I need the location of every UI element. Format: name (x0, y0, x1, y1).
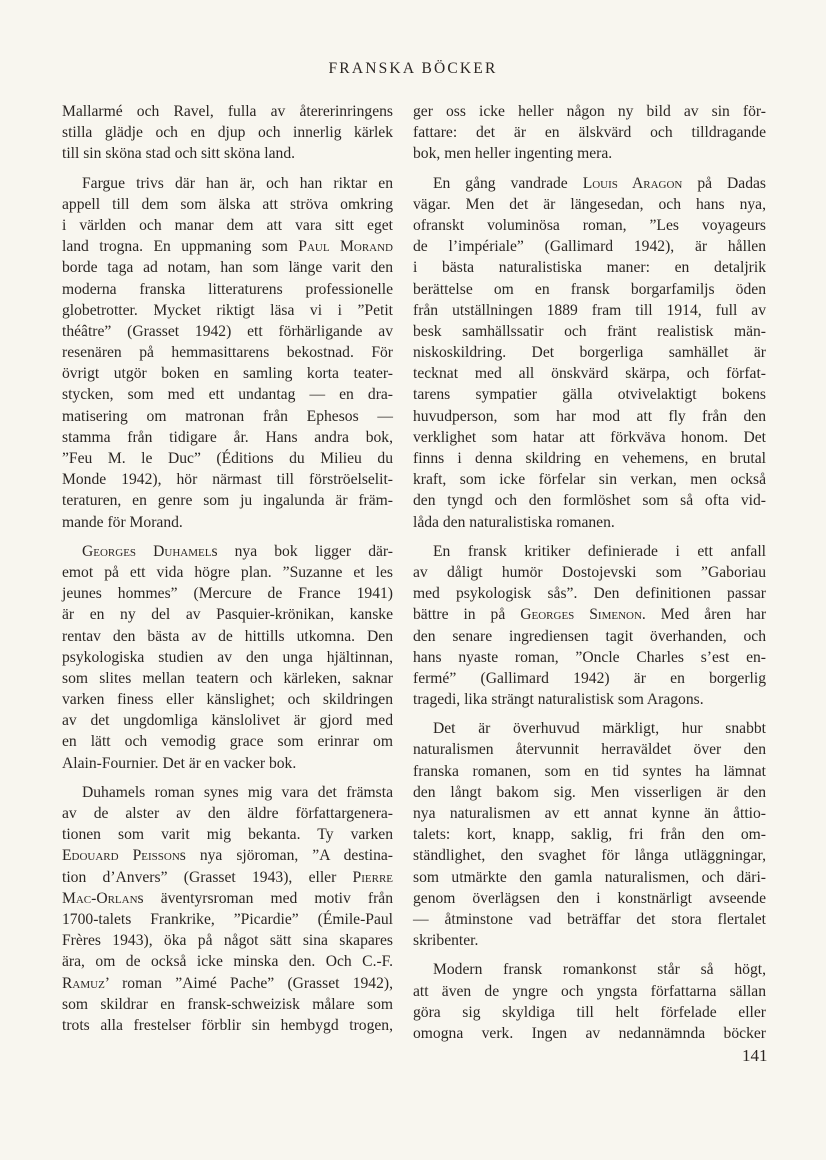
text-line: bättre in på Georges Simenon. Med åren har (413, 606, 767, 624)
text-line: resenären på hemmasittarens bekostnad. För (62, 344, 393, 362)
text-line: bok, men heller ingenting mera. (413, 145, 613, 163)
text-line: omogna verk. Ingen av nedannämnda böcker (413, 1024, 766, 1042)
text-line: Ramuz’ roman ”Aimé Pache” (Grasset 1942), (62, 974, 393, 992)
author-name: Georges Simenon (520, 606, 642, 624)
paragraph (413, 173, 766, 533)
text-line: ständlighet, den svaghet för långa utläggningar, (413, 847, 766, 865)
text-line: de l’impériale” (Gallimard 1942), är hållen (413, 238, 766, 256)
paragraph (413, 101, 766, 165)
paragraph (413, 718, 766, 951)
text-line: göra sig skyldiga till helt förfelade eller (413, 1003, 766, 1021)
text-line: hans nyaste roman, ”Oncle Charles s’est en- (413, 648, 766, 666)
text-line: Mallarmé och Ravel, fulla av återerinringens (62, 103, 393, 120)
text-line: låda den naturalistiska romanen. (413, 513, 615, 531)
text-line: stamma från tidigare år. Hans andra bok, (62, 428, 393, 446)
text-line: finns i denna skildring en vehemens, en brutal (413, 450, 766, 467)
text-line: tion d’Anvers” (Grasset 1943), eller Pierre (62, 868, 393, 886)
page-number: 141 (742, 1046, 768, 1065)
text-line: moderna franska litteraturens professionelle (62, 280, 393, 298)
text-line: Monde 1942), hör närmast till förströelselit- (62, 471, 393, 489)
text-line: emot på ett vida högre plan. ”Suzanne et les (62, 563, 393, 581)
text-line: stilla glädje och en djup och innerlig kärlek (62, 124, 393, 142)
text-line: talets: kort, knapp, saklig, fri från den om- (413, 826, 766, 844)
text-line: Fargue trivs där han är, och han riktar en (82, 174, 393, 192)
text-line: land trogna. En uppmaning som Paul Morand (62, 238, 393, 256)
text-line: den långt bakom sig. Men visserligen är den (413, 783, 766, 801)
text-line: naturalismen återvunnit herraväldet över den (413, 741, 766, 759)
text-line: fermé” (Gallimard 1942) är en borgerlig (413, 669, 766, 687)
text-line: niskoskildring. Det borgerliga samhället är (413, 344, 766, 362)
author-name: Pierre (352, 868, 393, 886)
text-line: som utmärkte den gamla naturalismen, och däri- (413, 868, 766, 886)
text-line: huvudperson, som har mod att fly från den (413, 407, 766, 425)
text-line: med psykologisk sås”. Den definitionen passar (413, 585, 766, 603)
text-line: från utställningen 1889 fram till 1914, full av (413, 301, 766, 319)
text-line: som skildrar en fransk-schweizisk målare som (62, 995, 393, 1013)
text-line: Frères 1943), öka på något sätt sina skapares (62, 932, 393, 950)
text-line: tarens sympatier gälla otvivelaktigt bokens (413, 386, 766, 404)
running-header: FRANSKA BÖCKER (328, 60, 498, 77)
text-line: den tyngd och den formlöshet som så ofta vid- (413, 492, 766, 510)
text-line: en lätt och vemodig grace som erinrar om (62, 733, 393, 751)
text-line: kraft, som icke förfelar sin verkan, men också (413, 471, 766, 489)
text-line: trots alla frestelser förblir sin hembygd trogen, (62, 1016, 393, 1034)
text-line: till sin sköna stad och sitt sköna land. (62, 145, 296, 163)
paragraph (62, 782, 393, 1036)
text-line: varken finess eller känslighet; och skildringen (62, 691, 393, 709)
text-line: att även de yngre och yngsta författarna sällan (413, 982, 766, 1000)
text-line: psykologiska studien av den unga hjältinnan, (62, 648, 393, 666)
text-line: ofranskt voluminösa roman, ”Les voyageurs (413, 216, 766, 234)
author-name: Edouard Peisson (62, 847, 180, 865)
text-line: Georges Duhamels nya bok ligger där- (82, 542, 393, 560)
text-line: ger oss icke heller någon ny bild av sin för- (413, 103, 766, 120)
text-line: Det är överhuvud märkligt, hur snabbt (433, 720, 766, 738)
text-line: är en ny del av Pasquier-krönikan, kanske (62, 606, 393, 624)
text-line: tragedi, lika strängt naturalistisk som Aragons. (413, 691, 704, 709)
left-column (62, 101, 393, 1044)
text-line: rentav den bästa av de hittills utkomna. Den (62, 627, 393, 645)
text-line: jeunes hommes” (Mercure de France 1941) (62, 585, 393, 603)
text-line: vägar. Men det är längesedan, och hans nya, (413, 195, 766, 213)
text-line: verklighet som hatar att förkväva honom. Det (413, 428, 766, 446)
text-line: appell till dem som älska att ströva omkring (62, 195, 393, 213)
text-line: Edouard Peissons nya sjöroman, ”A destina- (62, 847, 393, 865)
text-line: globetrotter. Mycket riktigt läsa vi i ”Petit (62, 301, 393, 319)
text-line: tecknat med all önskvärd skärpa, och förfat- (413, 365, 766, 383)
text-line: borde taga ad notam, han som länge varit den (62, 259, 393, 277)
text-line: tionen som varit mig bekanta. Ty varken (62, 826, 393, 844)
text-line: Mac-Orlans äventyrsroman med motiv från (62, 889, 393, 907)
author-name: Louis Aragon (582, 174, 683, 192)
text-line: ”Feu M. le Duc” (Éditions du Milieu du (62, 450, 393, 467)
text-line: franska romanen, som en tid syntes ha lämnat (413, 762, 766, 780)
paragraph (62, 173, 393, 533)
author-name: Paul Morand (298, 238, 393, 256)
text-line: övrigt utgör boken en samling korta teater- (62, 365, 393, 383)
paragraph (62, 101, 393, 165)
paragraph (62, 541, 393, 774)
text-line: berättelse om en fransk borgarfamiljs öden (413, 280, 766, 298)
text-line: den senare ingrediensen tagit överhanden, och (413, 627, 766, 645)
paragraph (413, 959, 766, 1044)
text-line: nya naturalismen av ett annat kynne än åttio- (413, 805, 766, 822)
text-line: stycken, som med ett undantag — en dra- (62, 386, 393, 404)
text-line: 1700-talets Frankrike, ”Picardie” (Émile-Paul (62, 910, 393, 928)
text-line: besk samhällssatir och fränt realistisk män- (413, 322, 766, 340)
text-line: Alain-Fournier. Det är en vacker bok. (62, 754, 297, 772)
paragraph (413, 541, 766, 711)
author-name: Georges Duhamel (82, 542, 212, 560)
text-line: matisering om matronan från Ephesos — (62, 407, 393, 425)
text-line: — åtminstone vad beträffar det stora flertalet (413, 910, 766, 928)
text-line: fattare: det är en älskvärd och tilldragande (413, 124, 766, 142)
text-line: av de alster av den äldre författargenera- (62, 805, 393, 822)
text-line: En gång vandrade Louis Aragon på Dadas (433, 174, 766, 192)
text-line: som slites mellan teatern och kärleken, saknar (62, 669, 393, 687)
author-name: Mac-Orlan (62, 889, 138, 907)
text-line: skribenter. (413, 932, 479, 950)
text-line: i världen och manar dem att vara sitt eget (62, 216, 393, 234)
author-name: Ramuz (62, 974, 105, 992)
text-line: En fransk kritiker definierade i ett anfall (433, 542, 766, 560)
text-line: genom överlägsen den i konstnärligt avseende (413, 889, 766, 907)
text-line: teraturen, en genre som ju ingalunda är främ- (62, 492, 393, 510)
text-line: ära, om de också icke minska den. Och C.-F. (62, 953, 393, 971)
right-column (413, 101, 766, 1052)
text-line: Duhamels roman synes mig vara det främsta (82, 783, 393, 801)
text-line: Modern fransk romankonst står så högt, (433, 961, 766, 979)
text-line: i bästa naturalistiska maner: en detaljrik (413, 259, 766, 277)
text-line: av dåligt humör Dostojevski som ”Gaboriau (413, 563, 766, 581)
text-line: av det ungdomliga känslolivet är gjord med (62, 712, 393, 730)
text-line: théâtre” (Grasset 1942) ett förhärligande av (62, 322, 393, 340)
text-line: mande för Morand. (62, 513, 183, 531)
